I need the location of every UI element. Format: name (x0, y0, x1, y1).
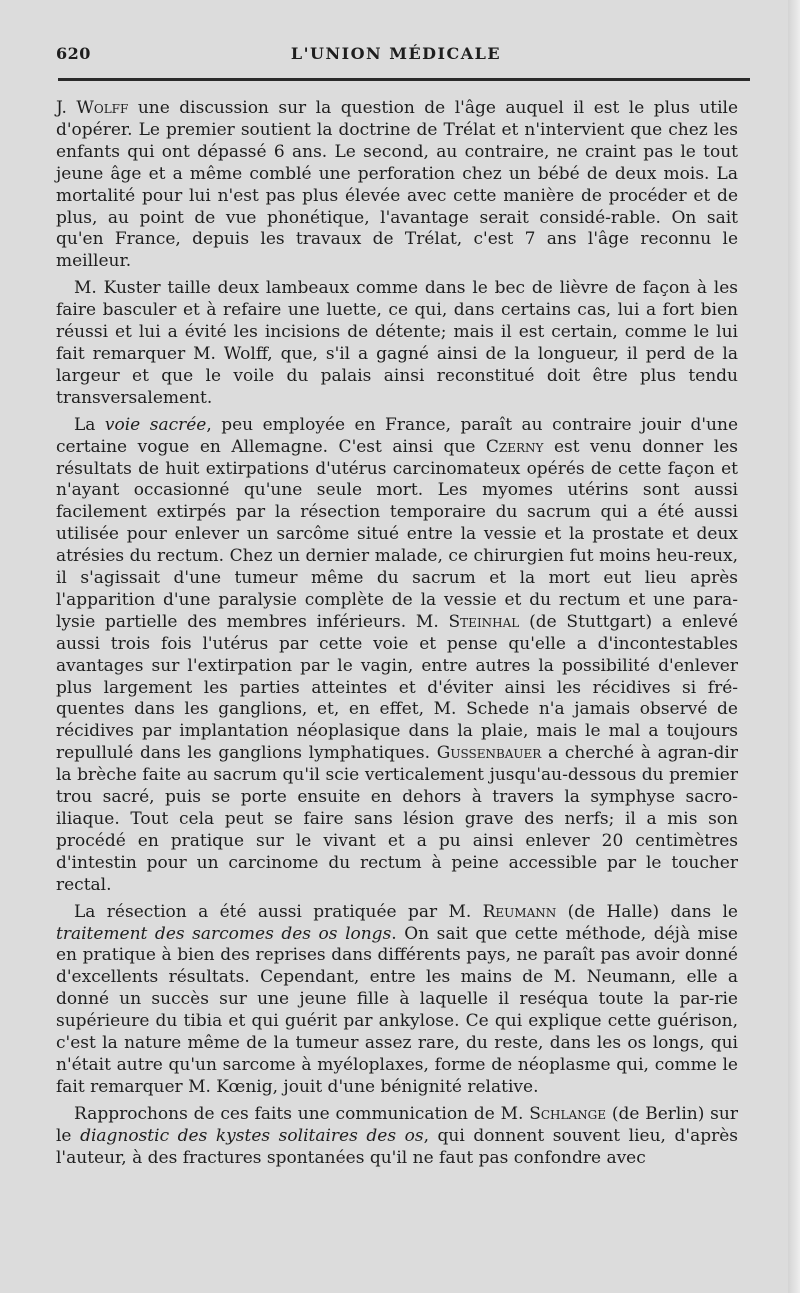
text-run: M. Kuster taille deux lambeaux comme dans le bec de lièvre de façon à les faire basculer et à refaire une luette, ce qui, dans certains cas, lui a fort bien réussi et lui a évité les incisions de détente; mais il est certain, comme le lui fait remarquer M. Wolff, que, s'il a gagné ainsi de la longueur, il perd de la largeur et que le voile du palais ainsi reconstitué doit être plus tendu transversalement. (56, 278, 738, 408)
italic-text: traitement des sarcomes des os longs (56, 923, 392, 944)
author-name: Wolff (76, 98, 129, 118)
italic-text: diagnostic des kystes solitaires des os (80, 1125, 424, 1146)
text-run: , qui donnent souvent lieu, d'après l'auteur, à des fractures spontanées qu'il ne faut pas confondre avec (56, 1125, 738, 1168)
text-run: est venu donner les résultats de huit extirpations d'utérus carcinomateux opérés de cette façon et n'ayant occasionné qu'une seule mort. Les myomes utérins sont aussi facilement extirpés par la résection temporaire du sacrum qui a été aussi utilisée pour enlever un sarcôme situé entre la vessie et la prostate et deux atrésies du rectum. Chez un dernier malade, ce chirurgien fut moins heu-reux, il s'agissait d'une tumeur même du sacrum et la mort eut lieu après l'apparition d'une paralysie complète de la vessie et du rectum et une para-lysie partielle des membres inférieurs. M. (56, 436, 738, 632)
article-body (56, 98, 738, 1170)
paragraph (56, 902, 738, 1099)
text-run: , peu employée en France, paraît au contraire jouir d'une certaine vogue en Allemagne. C'est ainsi que (56, 414, 738, 457)
text-run: La résection a été aussi pratiquée par M. (74, 901, 483, 922)
paragraph (56, 278, 738, 409)
paragraph (56, 1104, 738, 1170)
paragraph (56, 98, 738, 273)
text-run: La (74, 414, 105, 435)
text-run: Rapprochons de ces faits une communication de M. (74, 1103, 530, 1124)
text-run: . On sait que cette méthode, déjà mise en pratique à bien des reprises dans différents pays, ne paraît pas avoir donné d'excellents résultats. Cependant, entre les mains de M. Neumann, elle a donné un succès sur une jeune fille à laquelle il reséqua toute la par-rie supérieure du tibia et qui guérit par ankylose. Ce qui explique cette guérison, c'est la nature même de la tumeur assez rare, du reste, dans les os longs, qui n'était autre qu'un sarcome à myéloplaxes, forme de néoplasme qui, comme le fait remarquer M. Kœnig, jouit d'une bénignité relative. (56, 923, 738, 1097)
text-run: (de Halle) dans le (556, 901, 738, 922)
text-run: une discussion sur la question de l'âge auquel il est le plus utile d'opérer. Le premier soutient la doctrine de Trélat et n'intervient que chez les enfants qui ont dépassé 6 ans. Le second, au contraire, ne craint pas le tout jeune âge et a même comblé une perforation chez un bébé de deux mois. La mortalité pour lui n'est pas plus élevée avec cette manière de procéder et de plus, au point de vue phonétique, l'avantage serait considé-rable. On sait qu'en France, depuis les travaux de Trélat, c'est 7 ans l'âge reconnu le meilleur. (56, 98, 739, 272)
author-name: Schlange (529, 1103, 606, 1124)
running-head (56, 42, 736, 72)
italic-text: voie sacrée (104, 414, 207, 435)
page-edge (788, 0, 800, 1293)
author-name: Czerny (485, 436, 544, 457)
text-run: a cherché à agran-dir la brèche faite au sacrum qu'il scie verticalement jusqu'au-dessous du premier trou sacré, puis se porte ensuite en dehors à travers la symphyse sacro-iliaque. Tout cela peut se faire sans lésion grave des nerfs; il a mis son procédé en pratique sur le vivant et a pu ainsi enlever 20 centimètres d'intestin pour un carcinome du rectum à peine accessible par le toucher rectal. (56, 743, 738, 895)
journal-title: L'UNION MÉDICALE (290, 44, 502, 63)
text-run: (de Berlin) sur le (56, 1103, 738, 1146)
author-name: Steinhal (448, 611, 520, 632)
paragraph (56, 415, 738, 897)
author-name: Gussenbauer (436, 743, 542, 764)
page-number: 620 (56, 44, 91, 63)
text-run: J. (56, 98, 77, 118)
header-rule (58, 78, 750, 81)
author-name: Reumann (482, 901, 557, 922)
text-run: (de Stuttgart) a enlevé aussi trois fois l'utérus par cette voie et pense qu'elle a d'incontestables avantages sur l'extirpation par le vagin, entre autres la possibilité d'enlever plus largement les parties atteintes et d'éviter ainsi les récidives si fré-quentes dans les ganglions, et, en effet, M. Schede n'a jamais observé de récidives par implantation néoplasique dans la plaie, mais le mal a toujours repullulé dans les ganglions lymphatiques. (56, 611, 739, 764)
